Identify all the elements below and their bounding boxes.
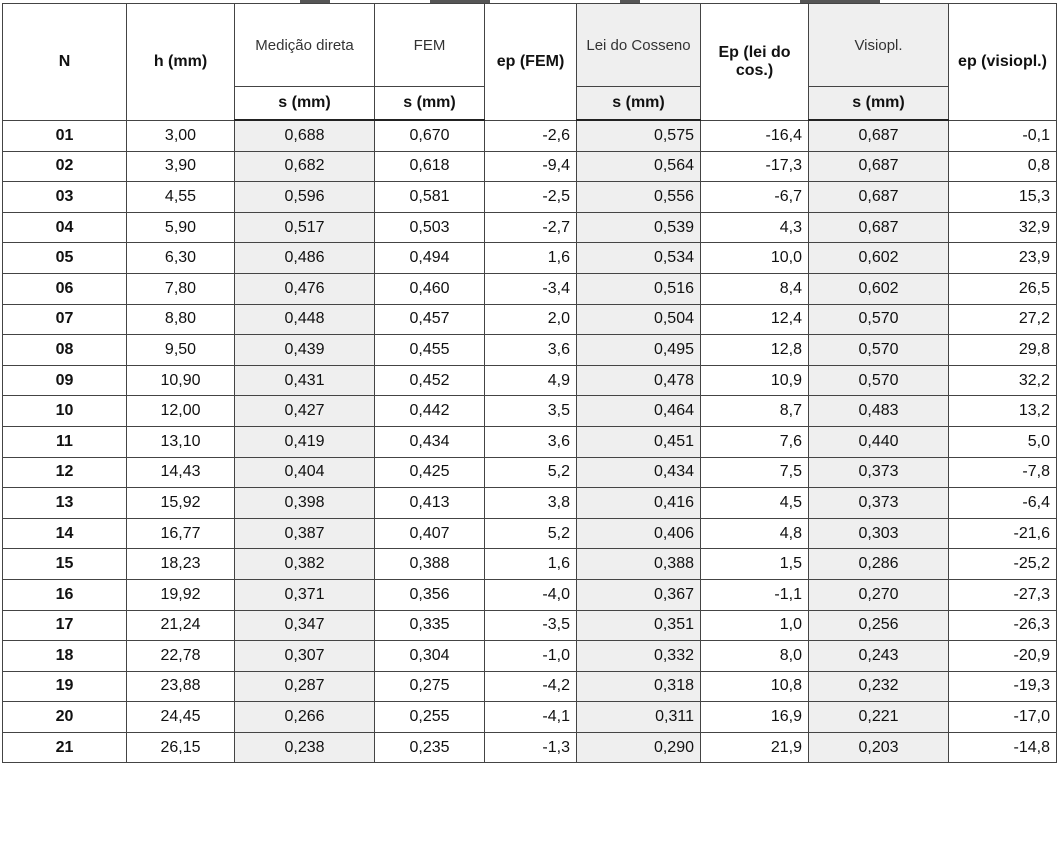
row-medicao-cell: 0,266: [235, 702, 375, 733]
row-ep-lei-cell: 1,5: [701, 549, 809, 580]
row-fem-cell: 0,235: [375, 732, 485, 763]
row-ep-fem-cell: 3,8: [485, 488, 577, 519]
row-ep-lei-cell: 7,5: [701, 457, 809, 488]
row-ep-lei-cell: 1,0: [701, 610, 809, 641]
row-fem-cell: 0,304: [375, 641, 485, 672]
header-medicao-direta: Medição direta: [235, 4, 375, 87]
row-h-cell: 13,10: [127, 426, 235, 457]
row-visiopl-cell: 0,221: [809, 702, 949, 733]
measurement-table: [2, 3, 1057, 763]
row-ep-fem-cell: -1,0: [485, 641, 577, 672]
subheader-s-fem: s (mm): [375, 87, 485, 121]
row-visiopl-cell: 0,687: [809, 182, 949, 213]
table-row: [3, 702, 1057, 733]
header-ep-lei: Ep (lei do cos.): [701, 4, 809, 121]
row-visiopl-cell: 0,602: [809, 243, 949, 274]
row-ep-lei-cell: 12,4: [701, 304, 809, 335]
row-fem-cell: 0,460: [375, 273, 485, 304]
row-ep-visiopl-cell: 29,8: [949, 335, 1057, 366]
header-ep-fem: ep (FEM): [485, 4, 577, 121]
table-row: [3, 273, 1057, 304]
row-ep-fem-cell: -4,1: [485, 702, 577, 733]
row-visiopl-cell: 0,440: [809, 426, 949, 457]
row-medicao-cell: 0,287: [235, 671, 375, 702]
row-h-cell: 5,90: [127, 212, 235, 243]
row-ep-visiopl-cell: 23,9: [949, 243, 1057, 274]
table-row: [3, 335, 1057, 366]
row-fem-cell: 0,503: [375, 212, 485, 243]
row-n-cell: 07: [3, 304, 127, 335]
row-medicao-cell: 0,427: [235, 396, 375, 427]
row-medicao-cell: 0,431: [235, 365, 375, 396]
row-fem-cell: 0,442: [375, 396, 485, 427]
row-lei-cell: 0,388: [577, 549, 701, 580]
row-ep-visiopl-cell: -7,8: [949, 457, 1057, 488]
row-ep-visiopl-cell: -20,9: [949, 641, 1057, 672]
row-ep-visiopl-cell: 15,3: [949, 182, 1057, 213]
row-h-cell: 8,80: [127, 304, 235, 335]
row-ep-visiopl-cell: -27,3: [949, 579, 1057, 610]
row-fem-cell: 0,388: [375, 549, 485, 580]
row-h-cell: 16,77: [127, 518, 235, 549]
row-n-cell: 02: [3, 151, 127, 182]
row-medicao-cell: 0,517: [235, 212, 375, 243]
row-h-cell: 14,43: [127, 457, 235, 488]
row-ep-visiopl-cell: -0,1: [949, 120, 1057, 151]
row-visiopl-cell: 0,602: [809, 273, 949, 304]
header-h: h (mm): [127, 4, 235, 121]
row-n-cell: 04: [3, 212, 127, 243]
row-n-cell: 17: [3, 610, 127, 641]
row-lei-cell: 0,534: [577, 243, 701, 274]
row-h-cell: 23,88: [127, 671, 235, 702]
row-ep-fem-cell: -3,4: [485, 273, 577, 304]
row-ep-fem-cell: -2,5: [485, 182, 577, 213]
row-h-cell: 3,00: [127, 120, 235, 151]
table-row: [3, 120, 1057, 151]
row-ep-visiopl-cell: 0,8: [949, 151, 1057, 182]
row-fem-cell: 0,413: [375, 488, 485, 519]
row-n-cell: 19: [3, 671, 127, 702]
subheader-s-visiopl: s (mm): [809, 87, 949, 121]
row-lei-cell: 0,416: [577, 488, 701, 519]
row-visiopl-cell: 0,203: [809, 732, 949, 763]
row-visiopl-cell: 0,570: [809, 335, 949, 366]
header-fem: FEM: [375, 4, 485, 87]
row-ep-lei-cell: 8,4: [701, 273, 809, 304]
row-h-cell: 7,80: [127, 273, 235, 304]
row-lei-cell: 0,516: [577, 273, 701, 304]
row-n-cell: 06: [3, 273, 127, 304]
row-lei-cell: 0,556: [577, 182, 701, 213]
row-h-cell: 18,23: [127, 549, 235, 580]
row-n-cell: 14: [3, 518, 127, 549]
row-ep-lei-cell: -6,7: [701, 182, 809, 213]
row-fem-cell: 0,356: [375, 579, 485, 610]
table-body: [3, 120, 1057, 763]
row-lei-cell: 0,478: [577, 365, 701, 396]
row-ep-visiopl-cell: 32,9: [949, 212, 1057, 243]
row-ep-lei-cell: -1,1: [701, 579, 809, 610]
row-lei-cell: 0,311: [577, 702, 701, 733]
row-fem-cell: 0,452: [375, 365, 485, 396]
row-ep-visiopl-cell: 32,2: [949, 365, 1057, 396]
row-ep-lei-cell: 10,8: [701, 671, 809, 702]
row-lei-cell: 0,332: [577, 641, 701, 672]
header-n: N: [3, 4, 127, 121]
row-ep-fem-cell: 5,2: [485, 457, 577, 488]
row-medicao-cell: 0,486: [235, 243, 375, 274]
row-medicao-cell: 0,596: [235, 182, 375, 213]
row-ep-visiopl-cell: -25,2: [949, 549, 1057, 580]
row-medicao-cell: 0,682: [235, 151, 375, 182]
table-row: [3, 212, 1057, 243]
row-ep-fem-cell: 3,5: [485, 396, 577, 427]
table-row: [3, 549, 1057, 580]
row-n-cell: 15: [3, 549, 127, 580]
subheader-s-lei: s (mm): [577, 87, 701, 121]
row-ep-visiopl-cell: -14,8: [949, 732, 1057, 763]
row-medicao-cell: 0,448: [235, 304, 375, 335]
table-row: [3, 396, 1057, 427]
row-h-cell: 22,78: [127, 641, 235, 672]
row-medicao-cell: 0,688: [235, 120, 375, 151]
row-ep-lei-cell: 21,9: [701, 732, 809, 763]
row-ep-fem-cell: -2,6: [485, 120, 577, 151]
row-ep-visiopl-cell: -19,3: [949, 671, 1057, 702]
row-n-cell: 12: [3, 457, 127, 488]
row-medicao-cell: 0,387: [235, 518, 375, 549]
row-medicao-cell: 0,398: [235, 488, 375, 519]
row-fem-cell: 0,434: [375, 426, 485, 457]
header-row: [3, 4, 1057, 87]
table-row: [3, 518, 1057, 549]
row-fem-cell: 0,407: [375, 518, 485, 549]
row-ep-lei-cell: 10,9: [701, 365, 809, 396]
row-visiopl-cell: 0,373: [809, 488, 949, 519]
row-lei-cell: 0,451: [577, 426, 701, 457]
row-visiopl-cell: 0,687: [809, 151, 949, 182]
row-h-cell: 4,55: [127, 182, 235, 213]
row-h-cell: 15,92: [127, 488, 235, 519]
row-visiopl-cell: 0,286: [809, 549, 949, 580]
table-row: [3, 304, 1057, 335]
row-visiopl-cell: 0,232: [809, 671, 949, 702]
row-n-cell: 10: [3, 396, 127, 427]
row-ep-fem-cell: 2,0: [485, 304, 577, 335]
row-ep-lei-cell: 4,5: [701, 488, 809, 519]
table-row: [3, 243, 1057, 274]
row-ep-fem-cell: 3,6: [485, 426, 577, 457]
subheader-s-medicao: s (mm): [235, 87, 375, 121]
row-ep-visiopl-cell: -17,0: [949, 702, 1057, 733]
row-visiopl-cell: 0,687: [809, 120, 949, 151]
row-ep-visiopl-cell: 13,2: [949, 396, 1057, 427]
row-fem-cell: 0,275: [375, 671, 485, 702]
row-n-cell: 21: [3, 732, 127, 763]
row-h-cell: 24,45: [127, 702, 235, 733]
row-visiopl-cell: 0,687: [809, 212, 949, 243]
row-h-cell: 6,30: [127, 243, 235, 274]
row-lei-cell: 0,434: [577, 457, 701, 488]
row-n-cell: 18: [3, 641, 127, 672]
row-n-cell: 13: [3, 488, 127, 519]
row-ep-fem-cell: -9,4: [485, 151, 577, 182]
table-row: [3, 488, 1057, 519]
row-fem-cell: 0,581: [375, 182, 485, 213]
row-fem-cell: 0,618: [375, 151, 485, 182]
row-medicao-cell: 0,404: [235, 457, 375, 488]
row-lei-cell: 0,504: [577, 304, 701, 335]
row-medicao-cell: 0,371: [235, 579, 375, 610]
row-ep-visiopl-cell: -6,4: [949, 488, 1057, 519]
row-n-cell: 01: [3, 120, 127, 151]
row-ep-fem-cell: 3,6: [485, 335, 577, 366]
row-medicao-cell: 0,476: [235, 273, 375, 304]
row-ep-fem-cell: -4,2: [485, 671, 577, 702]
table-row: [3, 151, 1057, 182]
row-fem-cell: 0,494: [375, 243, 485, 274]
row-ep-lei-cell: 12,8: [701, 335, 809, 366]
row-n-cell: 16: [3, 579, 127, 610]
row-ep-lei-cell: 16,9: [701, 702, 809, 733]
table-row: [3, 641, 1057, 672]
row-lei-cell: 0,318: [577, 671, 701, 702]
table-row: [3, 579, 1057, 610]
row-fem-cell: 0,425: [375, 457, 485, 488]
row-ep-fem-cell: 1,6: [485, 243, 577, 274]
header-lei-do-cosseno: Lei do Cosseno: [577, 4, 701, 87]
row-medicao-cell: 0,439: [235, 335, 375, 366]
table-row: [3, 426, 1057, 457]
header-ep-visiopl: ep (visiopl.): [949, 4, 1057, 121]
row-h-cell: 21,24: [127, 610, 235, 641]
row-ep-visiopl-cell: -21,6: [949, 518, 1057, 549]
row-visiopl-cell: 0,256: [809, 610, 949, 641]
row-ep-fem-cell: 5,2: [485, 518, 577, 549]
row-visiopl-cell: 0,570: [809, 304, 949, 335]
row-n-cell: 20: [3, 702, 127, 733]
row-visiopl-cell: 0,483: [809, 396, 949, 427]
row-h-cell: 26,15: [127, 732, 235, 763]
row-fem-cell: 0,457: [375, 304, 485, 335]
row-n-cell: 11: [3, 426, 127, 457]
table-row: [3, 671, 1057, 702]
row-fem-cell: 0,455: [375, 335, 485, 366]
header-visiopl: Visiopl.: [809, 4, 949, 87]
row-ep-lei-cell: -16,4: [701, 120, 809, 151]
row-ep-fem-cell: -3,5: [485, 610, 577, 641]
table-row: [3, 610, 1057, 641]
row-lei-cell: 0,539: [577, 212, 701, 243]
row-h-cell: 19,92: [127, 579, 235, 610]
row-visiopl-cell: 0,270: [809, 579, 949, 610]
row-n-cell: 08: [3, 335, 127, 366]
row-medicao-cell: 0,419: [235, 426, 375, 457]
row-ep-fem-cell: 4,9: [485, 365, 577, 396]
row-visiopl-cell: 0,243: [809, 641, 949, 672]
row-ep-lei-cell: 8,0: [701, 641, 809, 672]
row-fem-cell: 0,335: [375, 610, 485, 641]
table-row: [3, 182, 1057, 213]
table-row: [3, 457, 1057, 488]
row-lei-cell: 0,464: [577, 396, 701, 427]
row-lei-cell: 0,290: [577, 732, 701, 763]
row-medicao-cell: 0,307: [235, 641, 375, 672]
row-lei-cell: 0,406: [577, 518, 701, 549]
row-ep-visiopl-cell: 5,0: [949, 426, 1057, 457]
row-lei-cell: 0,351: [577, 610, 701, 641]
row-ep-fem-cell: 1,6: [485, 549, 577, 580]
row-lei-cell: 0,564: [577, 151, 701, 182]
row-visiopl-cell: 0,373: [809, 457, 949, 488]
row-ep-visiopl-cell: 27,2: [949, 304, 1057, 335]
row-fem-cell: 0,255: [375, 702, 485, 733]
row-n-cell: 03: [3, 182, 127, 213]
row-ep-fem-cell: -2,7: [485, 212, 577, 243]
table-row: [3, 365, 1057, 396]
row-ep-fem-cell: -1,3: [485, 732, 577, 763]
row-h-cell: 9,50: [127, 335, 235, 366]
row-ep-lei-cell: 8,7: [701, 396, 809, 427]
row-lei-cell: 0,575: [577, 120, 701, 151]
row-visiopl-cell: 0,570: [809, 365, 949, 396]
row-ep-visiopl-cell: 26,5: [949, 273, 1057, 304]
row-medicao-cell: 0,238: [235, 732, 375, 763]
row-ep-lei-cell: 4,8: [701, 518, 809, 549]
row-lei-cell: 0,495: [577, 335, 701, 366]
row-n-cell: 09: [3, 365, 127, 396]
row-ep-visiopl-cell: -26,3: [949, 610, 1057, 641]
table-row: [3, 732, 1057, 763]
row-fem-cell: 0,670: [375, 120, 485, 151]
row-ep-lei-cell: -17,3: [701, 151, 809, 182]
row-visiopl-cell: 0,303: [809, 518, 949, 549]
row-h-cell: 12,00: [127, 396, 235, 427]
row-h-cell: 3,90: [127, 151, 235, 182]
row-n-cell: 05: [3, 243, 127, 274]
row-ep-lei-cell: 4,3: [701, 212, 809, 243]
row-ep-lei-cell: 10,0: [701, 243, 809, 274]
row-h-cell: 10,90: [127, 365, 235, 396]
row-medicao-cell: 0,347: [235, 610, 375, 641]
row-lei-cell: 0,367: [577, 579, 701, 610]
row-medicao-cell: 0,382: [235, 549, 375, 580]
row-ep-fem-cell: -4,0: [485, 579, 577, 610]
row-ep-lei-cell: 7,6: [701, 426, 809, 457]
